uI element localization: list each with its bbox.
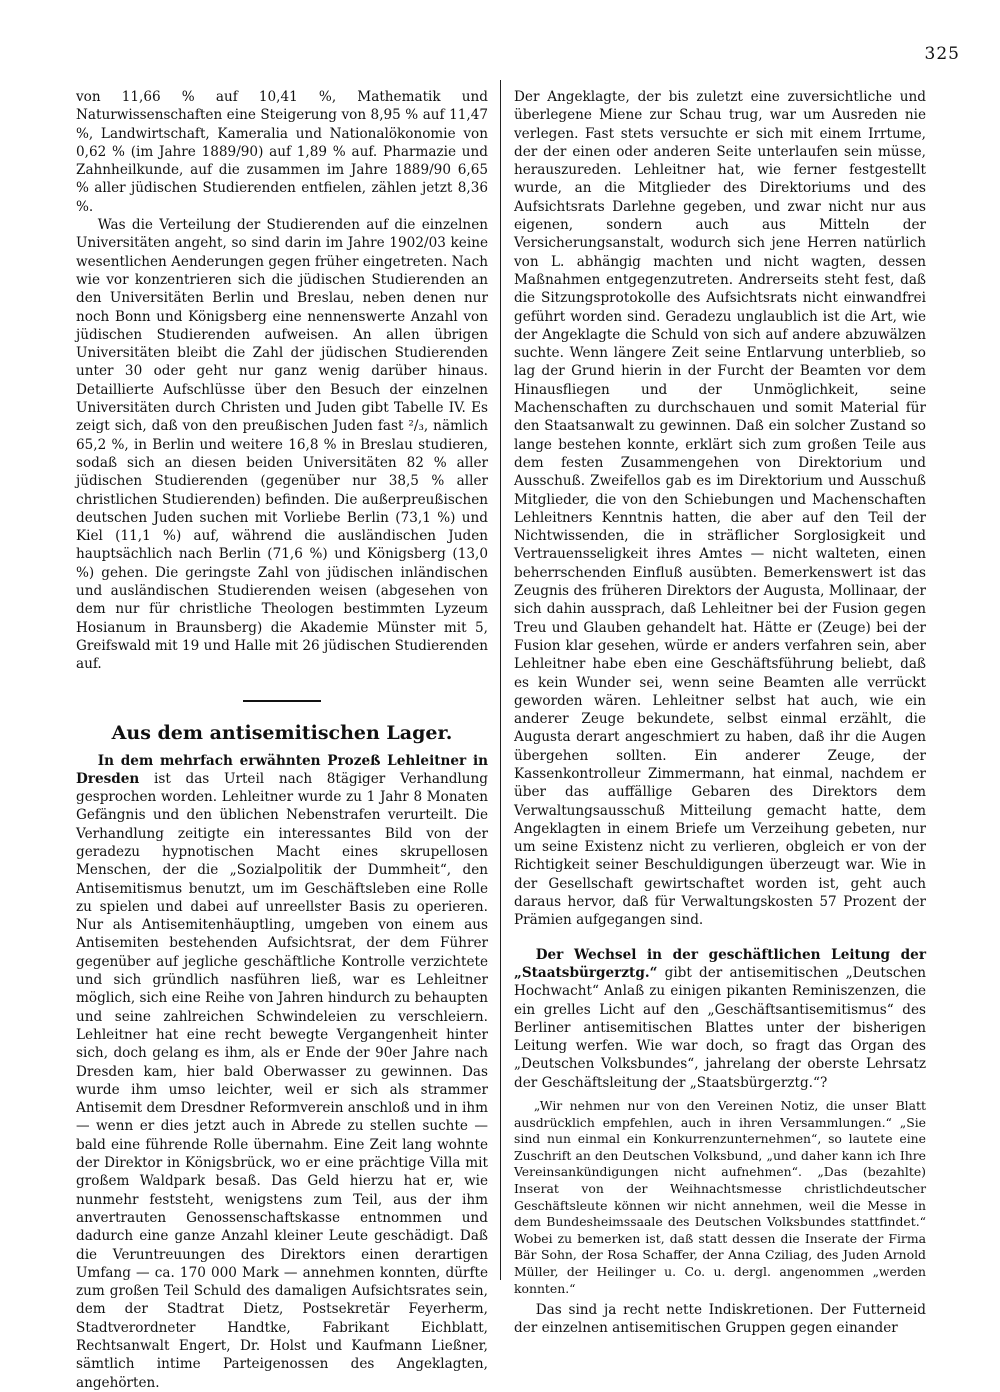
page-number: 325 bbox=[924, 44, 960, 64]
quote-text: „Wir nehmen nur von den Vereinen Notiz, die unser Blatt ausdrücklich empfehlen, auch in ihren Versammlungen.“ „Sie sind nun einmal ein Konkurrenzunternehmen“, so lautete eine Zuschrift an den Deutschen Volksbund, „und daher kann ich Ihre Vereinsankündigungen nicht aufnehmen“. „Das (bezahlte) Inserat von der Weihnachtsmesse christlichdeutscher Geschäftsleute können wir nicht annehmen, weil die Messe in dem Bundesheimssaale des Deutschen Volksbundes stattfindet.“ Wobei zu bemerken ist, daß statt dessen die Inserate der Firma Bär Sohn, der Rosa Schaffer, der Anna Cziliag, des Juden Arnold Müller, der Heilinger u. Co. u. dergl. angenommen „werden konnten.“ bbox=[514, 1098, 926, 1296]
paragraph-lead: In dem mehrfach erwähnten Prozeß Lehleitner in Dresden bbox=[76, 752, 488, 787]
paragraph: Was die Verteilung der Studierenden auf die einzelnen Universitäten angeht, so sind darin im Jahre 1902/03 keine wesentlichen Aenderungen gegen früher eingetreten. Nach wie vor konzentrieren sich die jüdischen Studierenden an den Universitäten Berlin und Breslau, neben denen nur noch Bonn und Königsberg eine nennenswerte Anzahl von jüdischen Studierenden aufweisen. An allen übrigen Universitäten bleibt die Zahl der jüdischen Studierenden unter 30 oder geht nur ganz wenig darüber hinaus. Detaillierte Aufschlüsse über den Besuch der einzelnen Universitäten durch Christen und Juden gibt Tabelle IV. Es zeigt sich, daß von den preußischen Juden fast ²/₃, nämlich 65,2 %, in Berlin und weitere 16,8 % in Breslau studieren, sodaß sich an diesen beiden Universitäten 82 % aller jüdischen Studierenden (gegenüber nur 38,5 % aller christlichen Studierenden) befinden. Die außerpreußischen deutschen Juden suchen mit Vorliebe Berlin (73,1 %) und Kiel (11,1 %) auf, während die ausländischen Juden hauptsächlich nach Berlin (71,6 %) und Königsberg (13,0 %) gehen. Die geringste Zahl von jüdischen inländischen und ausländischen Studierenden weisen (abgesehen von dem nur für christliche Theologen bestimmten Lyzeum Hosianum in Braunsberg) die Akademie Münster mit 5, Greifswald mit 19 und Halle mit 26 jüdischen Studierenden auf. bbox=[76, 217, 488, 673]
left-column bbox=[76, 88, 488, 1392]
block-quote bbox=[514, 1098, 926, 1297]
paragraph: Das sind ja recht nette Indiskretionen. Der Futterneid der einzelnen antisemitischen Gruppen gegen einander bbox=[514, 1302, 926, 1337]
paragraph-lead: Der Wechsel in der geschäftlichen Leitung der „Staatsbürgerztg.“ bbox=[514, 946, 926, 981]
section-title: Aus dem antisemitischen Lager. bbox=[111, 721, 453, 744]
paragraph bbox=[76, 752, 488, 1392]
paragraph: von 11,66 % auf 10,41 %, Mathematik und Naturwissenschaften eine Steigerung von 8,95 % auf 11,47 %, Landwirtschaft, Kameralia und Nationalökonomie von 0,62 % (im Jahre 1889/90) auf 1,89 % auf. Pharmazie und Zahnheilkunde, auf die zusammen im Jahre 1889/90 6,65 % aller jüdischen Studierenden entfielen, zählen jetzt 8,36 %. bbox=[76, 89, 488, 215]
column-divider bbox=[500, 80, 501, 1280]
paragraph-body: gibt der antisemitischen „Deutschen Hochwacht“ Anlaß zu einigen pikanten Reminiszenzen, die ein grelles Licht auf den „Geschäftsantisemitismus“ des Berliner antisemitischen Blattes unter der bisherigen Leitung werfen. Wie war doch, so fragt das Organ des „Deutschen Volksbundes“, jahrelang der oberste Lehrsatz der Geschäftsleitung der „Staatsbürgerztg.“? bbox=[514, 964, 926, 1091]
section-rule bbox=[243, 700, 321, 702]
paragraph: Der Angeklagte, der bis zuletzt eine zuversichtliche und überlegene Miene zur Schau trug, war um Ausreden nie verlegen. Fast stets versuchte er sich mit einem Irrtume, der der einen oder anderen Seite unterlaufen sein müsse, herauszureden. Lehleitner hat, wie ferner festgestellt wurde, an die Mitglieder des Direktoriums und des Aufsichtsrats Darlehne gegeben, und zwar nicht nur aus eigenen, sondern auch aus Mitteln der Versicherungsanstalt, wodurch sich jene Herren natürlich von L. abhängig machten und nicht wagten, dessen Maßnahmen entgegenzutreten. Andrerseits steht fest, daß die Sitzungsprotokolle des Aufsichtsrats nicht einwandfrei geführt worden sind. Geradezu unglaublich ist die Art, wie der Angeklagte die Schuld von sich auf andere abzuwälzen suchte. Wenn längere Zeit seine Entlarvung unterblieb, so lag der Grund hierin in der Furcht der Beamten vor dem Hinausfliegen und der Unmöglichkeit, seine Machenschaften zu durchschauen und somit Material für den Staatsanwalt zu gewinnen. Daß ein solcher Zustand so lange bestehen konnte, erklärt sich zum großen Teile aus dem festen Zusammengehen von Direktorium und Ausschuß. Zweifellos gab es im Direktorium und Ausschuß Mitglieder, die von den Schiebungen und Machenschaften Lehleitners Kenntnis hatten, die aber auf den Teil der Nichtwissenden, die in sträflicher Sorglosigkeit und Vertrauensseligkeit ihres Amtes — nicht walteten, einen beherrschenden Einfluß ausübten. Bemerkenswert ist das Zeugnis des früheren Direktors der Augusta, Mollinaar, der sich dahin aussprach, daß Lehleitner bei der Fusion gegen Treu und Glauben gehandelt hat. Hätte er (Zeuge) bei der Fusion klar gesehen, würde er anders verfahren sein, aber Lehleitner habe eben eine Geschäftsführung beliebt, daß es kein Wunder sei, wenn seine Beamten alle verrückt geworden wären. Lehleitner selbst hat auch, wie ein anderer Zeuge bekundete, selbst einmal erzählt, die Augusta derart angeschmiert zu haben, daß ihr die Augen übergehen sollten. Ein anderer Zeuge, der Kassenkontrolleur Zimmermann, hat einmal, nachdem er über das auffällige Gebaren des Direktors dem Verwaltungsausschuß Mitteilung gemacht hatte, dem Angeklagten in einem Briefe um Verzeihung gebeten, nur um seine Existenz nicht zu verlieren, obgleich er von der Richtigkeit seiner Beschuldigungen überzeugt war. Wie in der Gesellschaft gewirtschaftet worden ist, geht auch daraus hervor, daß für Verwaltungskosten 57 Prozent der Prämien aufgegangen sind. bbox=[514, 89, 926, 929]
right-column bbox=[514, 88, 926, 1338]
paragraph-body: ist das Urteil nach 8tägiger Verhandlung gesprochen worden. Lehleitner wurde zu 1 Jahr 8 Monaten Gefängnis und den üblichen Nebenstrafen verurteilt. Die Verhandlung zeitigte ein interessantes Bild von der geradezu hypnotischen Macht eines skrupellosen Menschen, der die „Sozialpolitik der Dummheit“, den Antisemitismus benutzt, um im Geschäftsleben eine Rolle zu spielen und dabei auf unreellster Basis zu operieren. Nur als Antisemitenhäuptling, umgeben von einem aus Antisemiten bestehenden Aufsichtsrat, der dem Führer gegenüber auf jegliche geschäftliche Kontrolle verzichtete und sich gründlich nasführen ließ, war es Lehleitner möglich, sich eine Reihe von Jahren hindurch zu behaupten und seine zahlreichen Schwindeleien zu verschleiern. Lehleitner hat eine recht bewegte Vergangenheit hinter sich, doch gelang es ihm, als er Ende der 90er Jahre nach Dresden kam, hier bald Oberwasser zu gewinnen. Das wurde ihm umso leichter, weil er sich als strammer Antisemit dem Dresdner Reformverein anschloß und in ihm — wenn er dies jetzt auch in Abrede zu stellen suchte — bald eine führende Rolle übernahm. Eine Zeit lang wohnte der Direktor in Königsbrück, wo er eine prächtige Villa mit großem Waldpark besaß. Das Geld hierzu hat er, wie nunmehr feststeht, wenigstens zum Teil, aus der ihm anvertrauten Genossenschaftskasse entnommen und dadurch eine ganze Anzahl kleiner Leute geschädigt. Daß die Veruntreuungen des Direktors einen derartigen Umfang — ca. 170 000 Mark — annehmen konnten, dürfte zum großen Teil Schuld des damaligen Aufsichtsrates sein, dem der Stadtrat Dietz, Postsekretär Feyerherm, Stadtverordneter Handtke, Fabrikant Eichblatt, Rechtsanwalt Engert, Dr. Holst und Kaufmann Ließner, sämtlich intime Parteigenossen des Angeklagten, angehörten. bbox=[76, 770, 488, 1391]
paragraph bbox=[514, 946, 926, 1092]
